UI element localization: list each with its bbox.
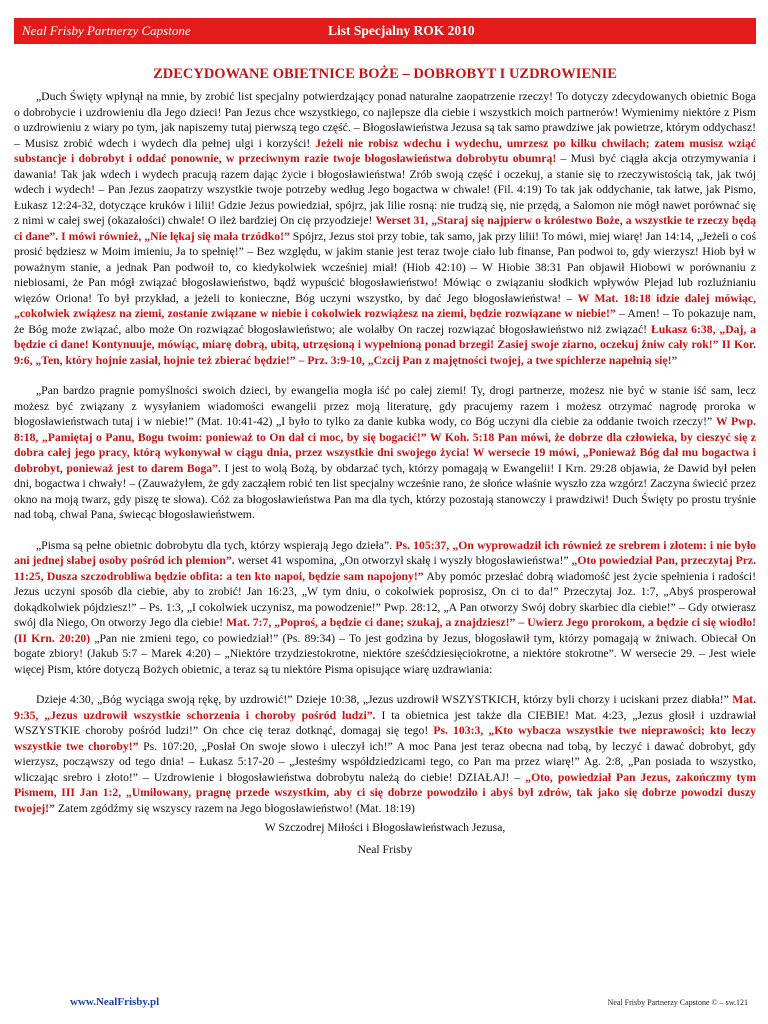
letter-body [14, 66, 756, 857]
copyright-text: Neal Frisby Partnerzy Capstone © – sw.121 [607, 997, 748, 1007]
page-footer [70, 996, 748, 1008]
paragraph-2: „Pan bardzo pragnie pomyślności swoich dzieci, by ewangelia mogła iść po całej ziemi! Ty, drogi partnerze, możesz nie być w stanie iść sam, lecz możesz być związany z wysyłaniem wiadomości ewangelii przez moją literaturę, gdy pracujemy razem i możesz otrzymać nagrodę proroka w błogosławieństwach tutaj i w niebie!” (Mat. 10:41-42) „I było to tylko za danie kubka wody, co Bóg uczyni dla ciebie za oddanie twoich rzeczy!” W Pwp. 8:18, „Pamiętaj o Panu, Bogu twoim: ponieważ to On dał ci moc, by się bogacić!” W Koh. 5:18 Pan mówi, że dobrze dla człowieka, by cieszyć się z dobra całej jego pracy, którą wykonywał w ciągu dnia, przez wszystkie dni swojego życia! W wersecie 19 mówi, „Ponieważ Bóg dał mu bogactwa i dobrobyt, ponieważ jest to darem Boga”. I jest to wolą Bożą, by obdarzać tych, którzy pomagają w Ewangelii! I Krn. 29:28 objawia, że Dawid był pełen dni, bogactwa i chwały! – (Zauważyłem, że gdy zacząłem robić ten list specjalny wcześnie rano, że słońce właśnie wyszło zza wzgórz! Zaczyna świecić przez okno na moją twarz, gdy piszę te słowa). Cóż za błogosławieństwa Pan ma dla tych, którzy pozostają stanowczy i prawdziwi! Duch Święty po prostu tryśnie nad tobą, chwal Pana, świecąc błogosławieństwem. [14, 384, 756, 521]
letter-title: List Specjalny ROK 2010 [328, 23, 475, 38]
paragraph-1: „Duch Święty wpłynął na mnie, by zrobić list specjalny potwierdzający ponad naturalne zaopatrzenie rzeczy! To dotyczy zdecydowanych obietnic Boga o dobrobycie i uzdrowieniu dla Jego dzieci! Pan Jezus chce wszystkiego, co najlepsze dla ciebie i wszystkich moich partnerów! Wymienimy niektóre z Pism o uzdrowieniu z wiary po tym, jak napiszemy tutaj pierwszą tego część. – Błogosławieństwa Jezusa są tak samo prawdziwe jak powietrze, którym oddychasz! – Musisz zrobić wdech i wydech dla pełnej ulgi i korzyści! Jeżeli nie robisz wdechu i wydechu, umrzesz po kilku chwilach; zatem musisz wziąć substancje i dobrobyt i oddać ponownie, w przeciwnym razie twoje błogosławieństwa dobrobytu obumrą! – Musi być ciągła akcja otrzymywania i dawania! Tak jak wdech i wydech pracują razem dając życie i błogosławieństwa! Zrób swoją część i oczekuj, a stanie się to rzeczywistością tak, jak twój wdech i wydech! – Pan Jezus zaopatrzy wszystkie twoje potrzeby według Jego bogactwa w chwale! (Fil. 4:19) To tak jak oddychanie, tak łatwe, jak Pismo, Łukasz 12:24-32, dotyczące kruków i lilii! Gdzie Jezus powiedział, spójrz, jak lilie rosną: nie trudzą się, nie przędą, a Salomon nie mógł nawet porównać się z nimi w całej swej (okazałości) chwale! O ileż bardziej On cię przyodzieje! Werset 31, „Staraj się najpierw o królestwo Boże, a wszystkie te rzeczy będą ci dane”. I mówi również, „Nie lękaj się mała trzódko!” Spójrz, Jezus stoi przy tobie, tak samo, jak przy lilii! To mówi, miej wiarę! Jan 14:14, „Jeżeli o coś prosić będziesz w Moim imieniu, Ja to spełnię!” – Bez względu, w jakim stanie jest teraz twoje ciało lub finanse, Pan podwoi to, gdy wierzysz! Hiob był w poważnym stanie, a jednak Pan podwoił to, co kiedykolwiek wcześniej miał! (Hiob 42:10) – W Hiobie 38:31 Pan objawił Hiobowi w porównaniu z niebiosami, że Pan mógł związać błogosławieństwo, bądź wypuścić błogosławieństwo! Mówiąc o związaniu słodkich wpływów Plejad lub rozluźnianiu więzów Oriona! To był przykład, a jeżeli to konieczne, Bóg uczyni wszystko, by dać Jego błogosławieństwa! – W Mat. 18:18 idzie dalej mówiąc, „cokolwiek zwiążesz na ziemi, zostanie związane w niebie i cokolwiek rozwiążesz na ziemi, będzie rozwiązane w niebie!” – Amen! – To pokazuje nam, że Bóg może związać, albo może On rozwiązać błogosławieństwo; ale wolałby On raczej rozwiązać błogosławieństwo niż związać! Łukasz 6:38, „Daj, a będzie ci dane! Kontynuuje, mówiąc, miarę dobrą, ubitą, utrzęsioną i wypełnioną ponad brzegi! Zasiej swoje ziarno, oczekuj żniw cały rok!” II Kor. 9:6, „Ten, który hojnie zasiał, hojnie też zbierać będzie!” – Prz. 3:9-10, „Czcij Pan z majętności twojej, a twe spichlerze napełnią się!” [14, 90, 757, 367]
closing-line: W Szczodrej Miłości i Błogosławieństwach Jezusa, [264, 821, 506, 834]
signature: Neal Frisby [357, 842, 413, 856]
website-link[interactable]: www.NealFrisby.pl [70, 996, 160, 1008]
page-title: ZDECYDOWANE OBIETNICE BOŻE – DOBROBYT I UZDROWIENIE [153, 66, 617, 82]
brand-logo-text: Neal Frisby Partnerzy Capstone [22, 23, 191, 38]
paragraph-3: „Pisma są pełne obietnic dobrobytu dla tych, którzy wspierają Jego dzieła”. Ps. 105:37, „On wyprowadził ich również ze srebrem i złotem: i nie było ani jednej słabej osoby pośród ich plemion”. werset 41 wspomina, „On otworzył skałę i wyszły błogosławieństwa!” „Oto powiedział Pan, przeczytaj Prz. 11:25, Dusza szczodrobliwa będzie obfita: a ten kto napoi, będzie sam napojony!” Aby pomóc przesłać dobrą wiadomość jest życie spełnienia i radości! Jezus uczyni sposób dla ciebie, aby to zrobić! Jan 16:23, „W tym dniu, o cokolwiek poprosisz, On ci to da!” Przeczytaj Joz. 1:7, „Abyś prosperował dokądkolwiek pójdziesz!” – Ps. 1:3, „I cokolwiek uczynisz, ma powodzenie!” Pwp. 28:12, „A Pan otworzy Swój dobry skarbiec dla ciebie!” – Gdy otwierasz swój dla Niego, On otworzy Jego dla ciebie! Mat. 7:7, „Poproś, a będzie ci dane; szukaj, a znajdziesz!” – Uwierz Jego prorokom, a będzie ci się wiodło! (II Krn. 20:20) „Pan nie zmieni tego, co powiedział!” (Ps. 89:34) – To jest godzina by Jezus, błogosławił tym, którzy pomagają w żniwach. Obiecał On bogate zbiory! (Jakub 5:7 – Marek 4:20) – „Niektóre trzydziestokrotne, niektóre sześćdziesięciokrotne, a niektóre stokrotne”. W wersecie 29. – Jest wiele więcej Pism, które dotyczą Bożych obietnic, a teraz są tu niektóre Pisma opisujące wiarę uzdrawiania: [14, 538, 757, 676]
header-banner [14, 18, 756, 44]
paragraph-4: Dzieje 4:30, „Bóg wyciąga swoją rękę, by uzdrowić!” Dzieje 10:38, „Jezus uzdrowił WSZYSTKICH, którzy byli chorzy i uciskani przez diabła!” Mat. 9:35, „Jezus uzdrowił wszystkie schorzenia i choroby pośród ludzi”. I ta obietnica jest także dla CIEBIE! Mat. 4:23, „Jezus głosił i uzdrawiał WSZYSTKIE choroby pośród ludzi!” On chce cię teraz dotknąć, domagaj się tego! Ps. 103:3, „Kto wybacza wszystkie twe nieprawości; kto leczy wszystkie twe choroby!” Ps. 107:20, „Posłał On swoje słowo i uleczył ich!” A moc Pana jest teraz obecna nad tobą, by leczyć i dawać dobrobyt, gdy wierzysz, począwszy od tego dnia! – Łukasz 5:17-20 – „Jesteśmy współdziedzicami tego, co Pan ma przez wiarę!” Ag. 2:8, „Pan posiada to wszystko, wliczając srebro i złoto!” – Uzdrowienie i błogosławieństwa dobrobytu należą do ciebie! DZIAŁAJ! – „Oto, powiedział Pan Jezus, zakończmy tym Pismem, III Jan 1:2, „Umiłowany, pragnę przede wszystkim, aby ci się dobrze powodziło i abyś był zdrów, tak jako się dobrze powodzi duszy twojej!” Zatem zgódźmy się wszyscy razem na Jego błogosławieństwo! (Mat. 18:19) [14, 693, 757, 815]
